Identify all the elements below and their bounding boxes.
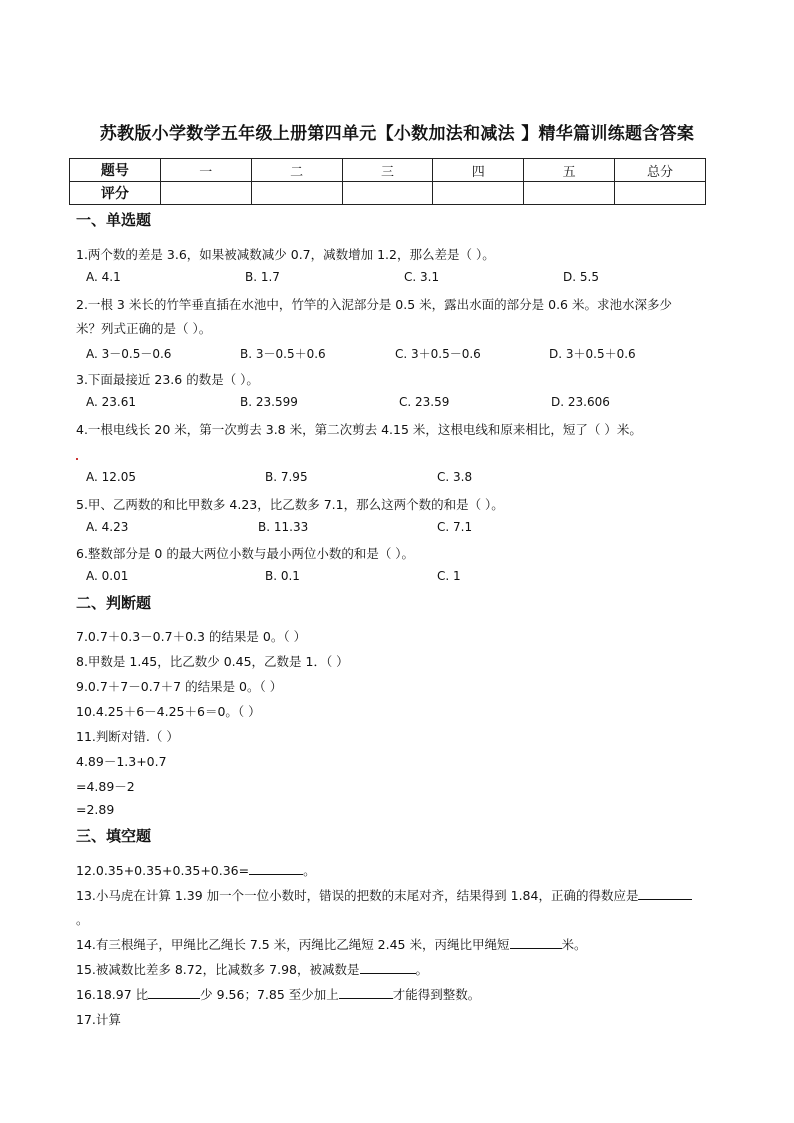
question-11-step-3: =2.89: [76, 802, 115, 817]
question-13: [76, 886, 692, 904]
question-16-text-b: 少 9.56；7.85 至少加上: [200, 987, 339, 1002]
section-heading-true-false: 二、判断题: [76, 594, 152, 612]
section-heading-single-choice: 一、单选题: [76, 211, 152, 229]
option-c: C. 3.1: [404, 270, 440, 284]
answer-blank[interactable]: [148, 987, 200, 999]
question-5: 5.甲、乙两数的和比甲数多 4.23，比乙数多 7.1，那么这两个数的和是（ ）。: [76, 497, 504, 512]
option-b: B. 11.33: [258, 520, 309, 534]
option-b: B. 1.7: [245, 270, 280, 284]
option-d: D. 3＋0.5＋0.6: [549, 347, 636, 361]
answer-blank[interactable]: [360, 962, 416, 974]
question-12: [76, 861, 316, 879]
score-cell: 评分: [70, 182, 161, 205]
option-b: B. 3－0.5＋0.6: [240, 347, 326, 361]
question-14-end: 米。: [561, 937, 587, 952]
question-11-step-1: 4.89－1.3+0.7: [76, 754, 167, 769]
question-3: 3.下面最接近 23.6 的数是（ ）。: [76, 372, 259, 387]
question-12-text: 12.0.35+0.35+0.35+0.36=: [76, 863, 250, 878]
option-a: A. 4.1: [86, 270, 121, 284]
question-2-line-1: 2.一根 3 米长的竹竿垂直插在水池中，竹竿的入泥部分是 0.5 米，露出水面的部分是 0.6 米。求池水深多少: [76, 297, 672, 312]
option-c: C. 3＋0.5－0.6: [395, 347, 481, 361]
option-c: C. 3.8: [437, 470, 473, 484]
score-cell: [615, 182, 706, 205]
score-cell: [251, 182, 342, 205]
score-cell: 总分: [615, 159, 706, 182]
question-15: [76, 960, 428, 978]
score-cell: 题号: [70, 159, 161, 182]
question-16-text-c: 才能得到整数。: [392, 987, 481, 1002]
question-10: 10.4.25＋6－4.25＋6＝0。（ ）: [76, 704, 261, 719]
question-17: 17.计算: [76, 1012, 121, 1027]
answer-blank[interactable]: [638, 888, 692, 900]
section-heading-fill-in: 三、填空题: [76, 827, 152, 845]
score-cell: [342, 182, 433, 205]
question-9: 9.0.7＋7－0.7＋7 的结果是 0。（ ）: [76, 679, 283, 694]
option-a: A. 23.61: [86, 395, 136, 409]
option-a: A. 3－0.5－0.6: [86, 347, 172, 361]
option-b: B. 23.599: [240, 395, 298, 409]
option-a: A. 0.01: [86, 569, 129, 583]
question-13-end: 。: [76, 912, 89, 927]
question-6: 6.整数部分是 0 的最大两位小数与最小两位小数的和是（ ）。: [76, 546, 415, 561]
question-11-step-2: =4.89－2: [76, 779, 135, 794]
score-table-score-row: [70, 182, 706, 205]
option-d: D. 23.606: [551, 395, 610, 409]
score-cell: 五: [524, 159, 615, 182]
option-b: B. 7.95: [265, 470, 308, 484]
score-cell: 四: [433, 159, 524, 182]
answer-blank[interactable]: [339, 987, 393, 999]
score-cell: [433, 182, 524, 205]
option-d: D. 5.5: [563, 270, 599, 284]
question-15-end: 。: [415, 962, 429, 977]
question-12-end: 。: [303, 863, 316, 878]
question-16-text-a: 16.18.97 比: [76, 987, 149, 1002]
score-table-header-row: [70, 159, 706, 182]
option-c: C. 23.59: [399, 395, 450, 409]
question-4: 4.一根电线长 20 米，第一次剪去 3.8 米，第二次剪去 4.15 米，这根电线和原来相比，短了（ ）米。: [76, 422, 642, 437]
score-cell: [524, 182, 615, 205]
question-16: [76, 985, 480, 1003]
stray-mark: [76, 458, 78, 460]
score-cell: 二: [251, 159, 342, 182]
score-cell: 三: [342, 159, 433, 182]
question-14-text: 14.有三根绳子，甲绳比乙绳长 7.5 米，丙绳比乙绳短 2.45 米，丙绳比甲绳短: [76, 937, 510, 952]
question-7: 7.0.7＋0.3－0.7＋0.3 的结果是 0。（ ）: [76, 629, 307, 644]
question-14: [76, 935, 587, 953]
option-c: C. 7.1: [437, 520, 473, 534]
option-c: C. 1: [437, 569, 461, 583]
option-b: B. 0.1: [265, 569, 300, 583]
option-a: A. 4.23: [86, 520, 129, 534]
answer-blank[interactable]: [510, 937, 562, 949]
question-1: 1.两个数的差是 3.6，如果被减数减少 0.7，减数增加 1.2，那么差是（ ）。: [76, 247, 495, 262]
answer-blank[interactable]: [249, 863, 303, 875]
question-15-text: 15.被减数比差多 8.72，比减数多 7.98，被减数是: [76, 962, 360, 977]
score-cell: 一: [160, 159, 251, 182]
question-8: 8.甲数是 1.45，比乙数少 0.45，乙数是 1．（ ）: [76, 654, 349, 669]
score-table: [69, 158, 706, 205]
option-a: A. 12.05: [86, 470, 136, 484]
question-13-text: 13.小马虎在计算 1.39 加一个一位小数时，错误的把数的末尾对齐，结果得到 1.84，正确的得数应是: [76, 888, 639, 903]
page-title: 苏教版小学数学五年级上册第四单元【小数加法和减法 】精华篇训练题含答案: [99, 124, 695, 144]
score-cell: [160, 182, 251, 205]
question-2-line-2: 米？列式正确的是（ ）。: [76, 321, 212, 336]
question-11: 11.判断对错.（ ）: [76, 729, 179, 744]
